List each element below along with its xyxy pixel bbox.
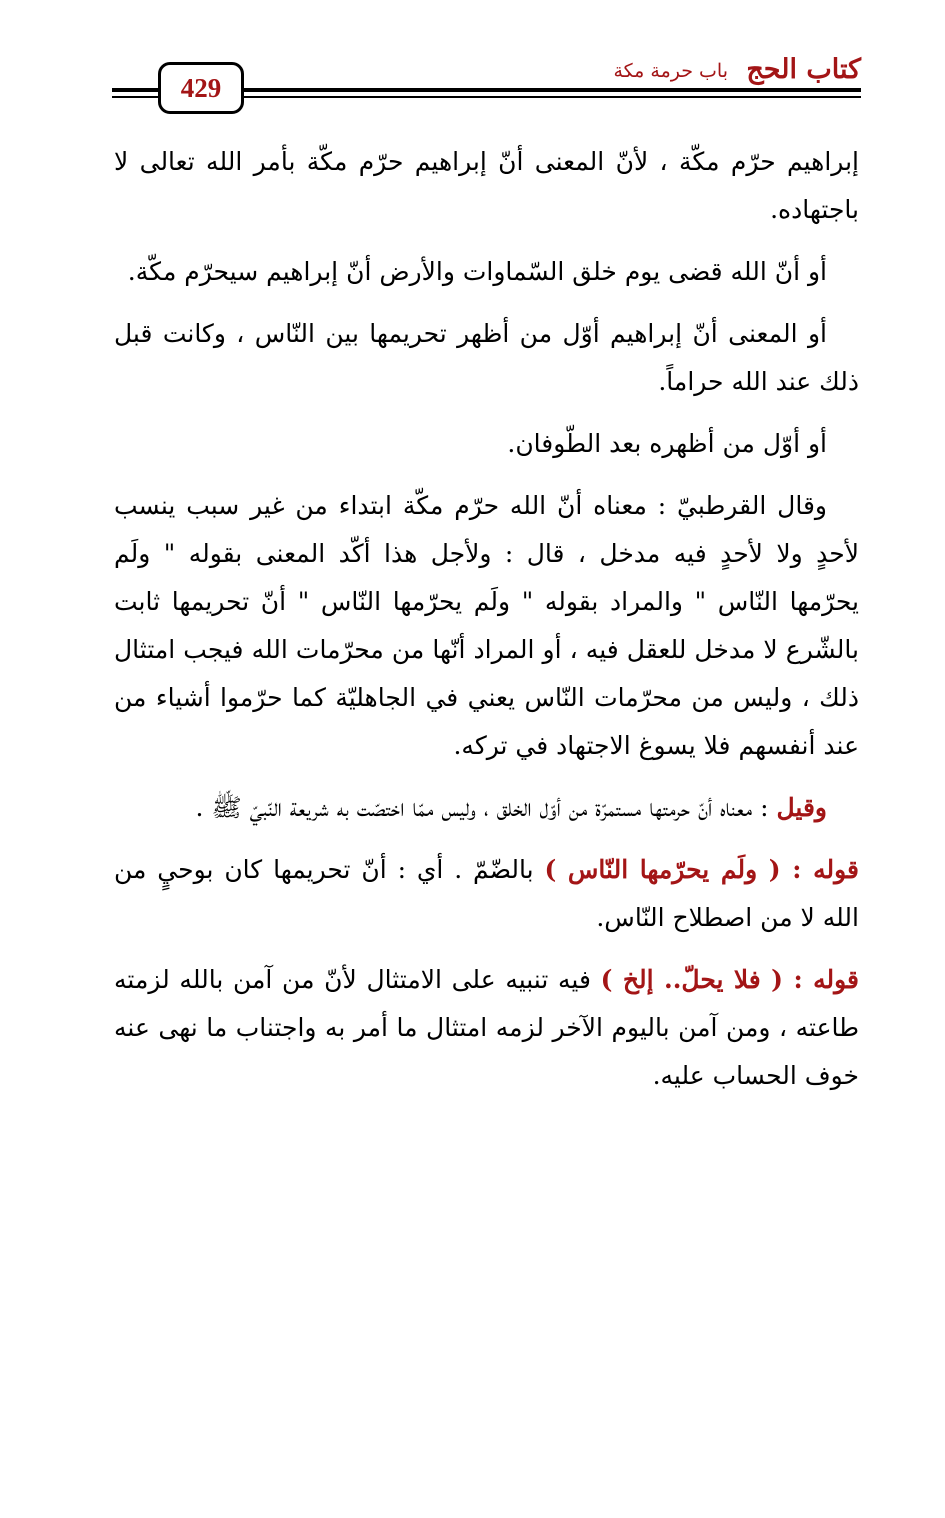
paragraph: أو أوّل من أظهره بعد الطّوفان. (507, 429, 827, 458)
paragraph (114, 846, 859, 942)
page-number: 429 (158, 62, 244, 114)
paragraph: أو المعنى أنّ إبراهيم أوّل من أظهر تحريمها بين النّاس ، وكانت قبل ذلك عند الله حراماً. (114, 319, 859, 396)
paragraph-text: بالضّمّ . أي : أنّ تحريمها كان بوحيٍ من الله لا من اصطلاح النّاس. (114, 855, 859, 932)
quoted-phrase: قوله : ( ولَم يحرّمها النّاس ) (544, 855, 859, 884)
paragraph-text: : معناه أنّ حرمتها مستمرّة من أوّل الخلق ، وليس ممّا اختصّت به شريعة النّبيّ ﷺ . (195, 793, 777, 822)
paragraph: وقال القرطبيّ : معناه أنّ الله حرّم مكّة ابتداء من غير سبب ينسب لأحدٍ ولا لأحدٍ فيه مدخل ، قال : ولأجل هذا أكّد المعنى بقوله " ولَم يحرّمها النّاس " والمراد بقوله " ولَم يحرّمها النّاس " أنّ تحريمها ثابت بالشّرع لا مدخل للعقل فيه ، أو المراد أنّها من محرّمات الله فيجب امتثال ذلك ، وليس من محرّمات النّاس يعني في الجاهليّة كما حرّموا أشياء من عند أنفسهم فلا يسوغ الاجتهاد في تركه. (114, 491, 859, 760)
paragraph (114, 784, 859, 832)
paragraph: إبراهيم حرّم مكّة ، لأنّ المعنى أنّ إبراهيم حرّم مكّة بأمر الله تعالى لا باجتهاده. (114, 147, 859, 224)
paragraph (114, 956, 859, 1100)
chapter-title: باب حرمة مكة (613, 60, 728, 82)
quoted-phrase: قوله : ( فلا يحلّ.. إلخ ) (600, 965, 860, 994)
page-body (114, 138, 859, 1114)
paragraph: أو أنّ الله قضى يوم خلق السّماوات والأرض أنّ إبراهيم سيحرّم مكّة. (127, 257, 827, 286)
paragraph-lead: وقيل (776, 793, 827, 822)
page-header (0, 0, 945, 130)
paragraph-text: فيه تنبيه على الامتثال لأنّ من آمن بالله لزمته طاعته ، ومن آمن باليوم الآخر لزمه امتثال ما أمر به واجتناب ما نهى عنه خوف الحساب عليه. (114, 965, 859, 1090)
book-title: كتاب الحج (746, 54, 861, 85)
